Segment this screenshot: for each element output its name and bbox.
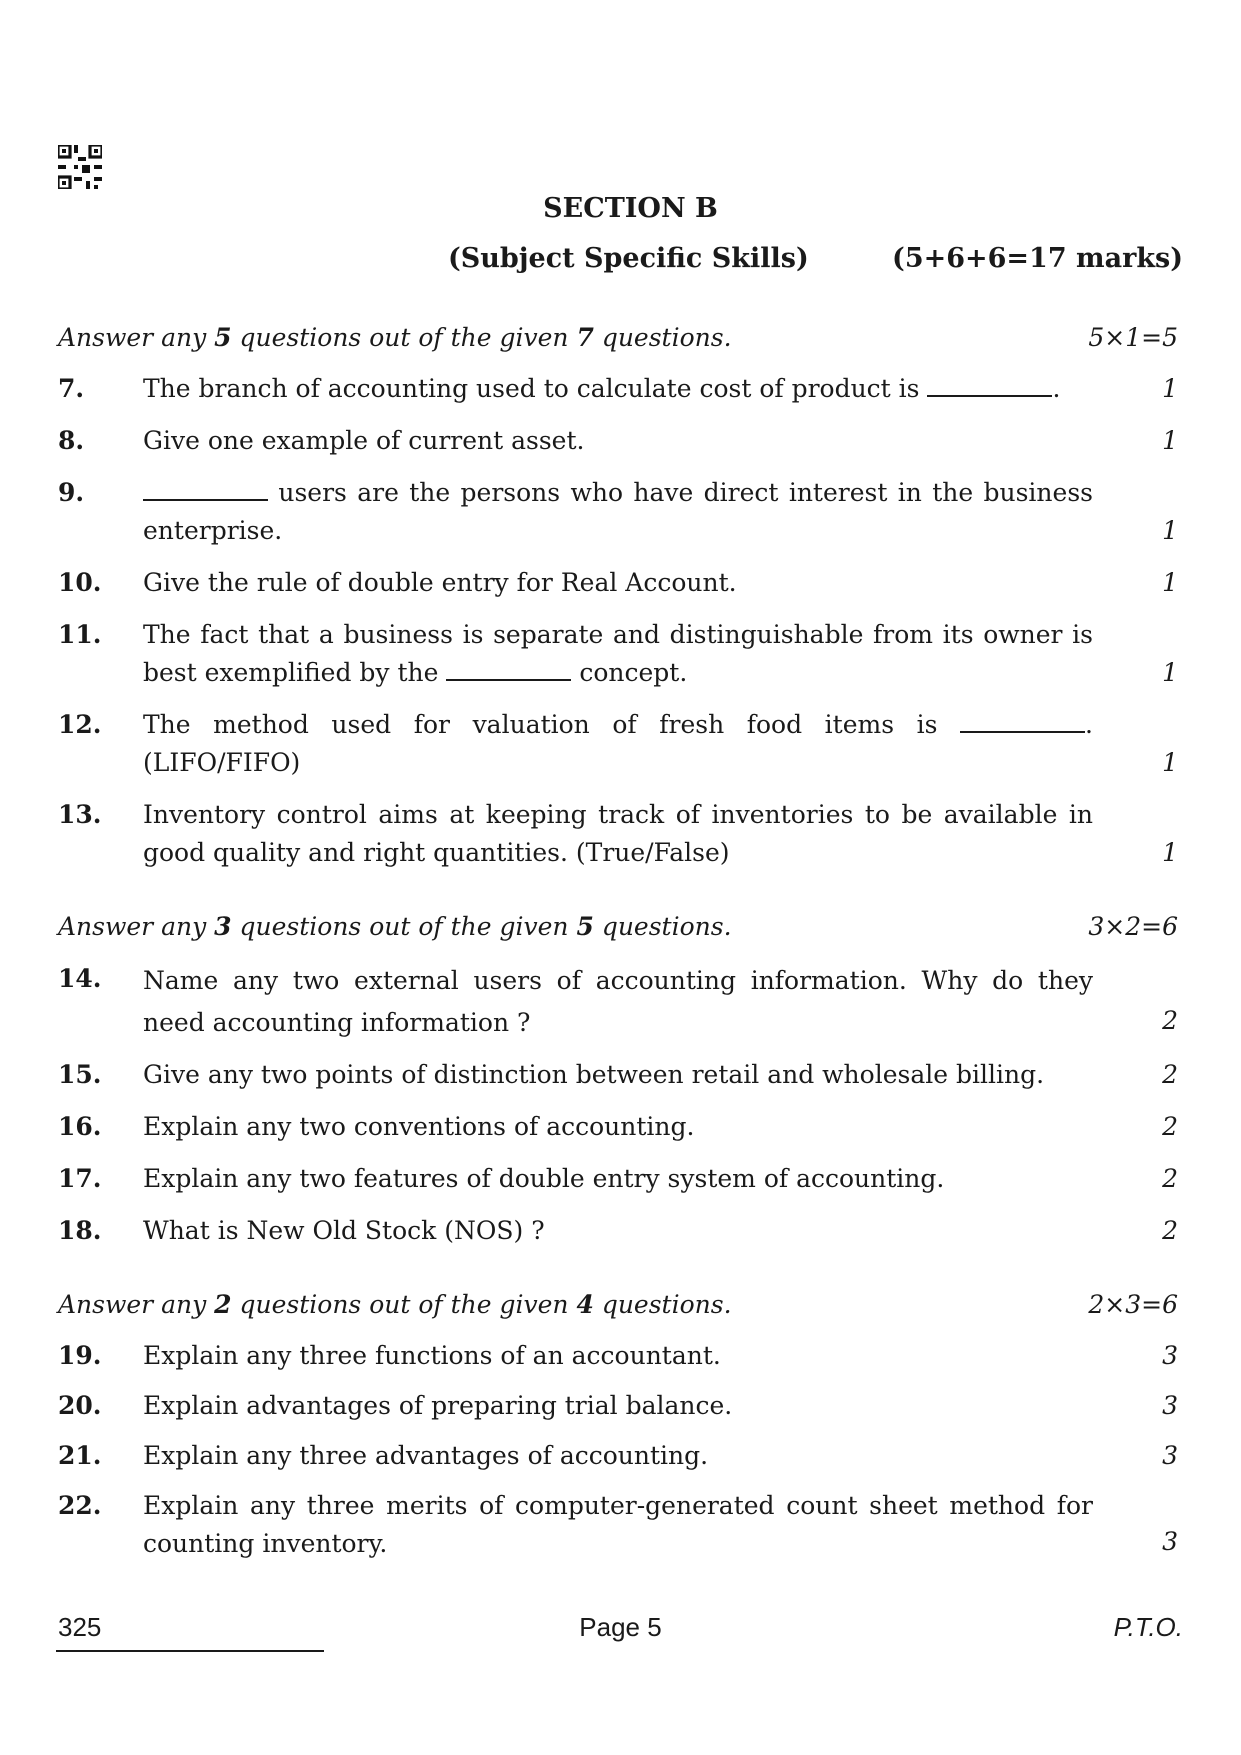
- section-subtitle: (Subject Specific Skills): [448, 243, 809, 274]
- answer-blank: [446, 655, 571, 681]
- question-marks: 3: [1162, 1527, 1178, 1556]
- question-marks: 2: [1162, 1112, 1178, 1141]
- footer-divider: [56, 1650, 324, 1652]
- group-marks: 5×1=5: [1088, 323, 1178, 352]
- question-marks: 2: [1162, 1216, 1178, 1245]
- question-text: Explain any two features of double entry system of accounting.: [143, 1164, 945, 1193]
- question-text: The branch of accounting used to calculate cost of product is .: [143, 370, 1093, 408]
- group-instruction-1: Answer any 5 questions out of the given 7 questions. 5×1=5: [58, 323, 1178, 352]
- answer-blank: [143, 475, 268, 501]
- question-marks: 1: [1162, 748, 1178, 777]
- question-marks: 1: [1162, 516, 1178, 545]
- question-number: 19.: [58, 1341, 102, 1370]
- question-text: Inventory control aims at keeping track of inventories to be available in good quality and right quantities. (True/False): [143, 800, 1093, 867]
- please-turn-over: P.T.O.: [1113, 1612, 1183, 1642]
- question-marks: 3: [1162, 1391, 1178, 1420]
- question-number: 16.: [58, 1112, 102, 1141]
- question-number: 21.: [58, 1441, 102, 1470]
- answer-blank: [927, 371, 1052, 397]
- question-text: Explain any three functions of an accountant.: [143, 1341, 721, 1370]
- question-marks: 2: [1162, 1060, 1178, 1089]
- question-number: 15.: [58, 1060, 102, 1089]
- question-number: 12.: [58, 710, 102, 739]
- paper-code: 325: [58, 1612, 102, 1642]
- question-text: users are the persons who have direct interest in the business enterprise.: [143, 474, 1093, 550]
- question-number: 22.: [58, 1491, 102, 1520]
- question-number: 13.: [58, 800, 102, 829]
- question-text: Explain any three advantages of accounting.: [143, 1441, 709, 1470]
- question-marks: 3: [1162, 1441, 1178, 1470]
- answer-blank: [960, 707, 1085, 733]
- question-number: 18.: [58, 1216, 102, 1245]
- question-text: Give any two points of distinction between retail and wholesale billing.: [143, 1060, 1045, 1089]
- question-text: Explain advantages of preparing trial balance.: [143, 1391, 733, 1420]
- question-text: Explain any two conventions of accounting.: [143, 1112, 695, 1141]
- qr-code-icon: [58, 145, 102, 189]
- page-number: Page 5: [579, 1612, 662, 1642]
- question-text: The fact that a business is separate and distinguishable from its owner is best exemplified by the concept.: [143, 620, 1093, 687]
- question-text: Give the rule of double entry for Real Account.: [143, 568, 737, 597]
- group-marks: 3×2=6: [1088, 912, 1178, 941]
- group-instruction-2: Answer any 3 questions out of the given 5 questions. 3×2=6: [58, 912, 1178, 941]
- question-number: 8.: [58, 426, 85, 455]
- question-text: Explain any three merits of computer-generated count sheet method for counting inventory.: [143, 1491, 1093, 1558]
- question-number: 10.: [58, 568, 102, 597]
- section-total-marks: (5+6+6=17 marks): [892, 243, 1183, 274]
- question-marks: 1: [1162, 568, 1178, 597]
- question-text: The method used for valuation of fresh food items is . (LIFO/FIFO): [143, 706, 1093, 782]
- question-number: 7.: [58, 374, 85, 403]
- group-marks: 2×3=6: [1088, 1290, 1178, 1319]
- question-text: Name any two external users of accounting information. Why do they need accounting information ?: [143, 966, 1093, 1037]
- question-marks: 1: [1162, 426, 1178, 455]
- question-number: 17.: [58, 1164, 102, 1193]
- question-number: 20.: [58, 1391, 102, 1420]
- question-marks: 1: [1162, 658, 1178, 687]
- question-marks: 1: [1162, 374, 1178, 403]
- question-marks: 1: [1162, 838, 1178, 867]
- question-number: 9.: [58, 478, 85, 507]
- question-text: What is New Old Stock (NOS) ?: [143, 1216, 545, 1245]
- group-instruction-3: Answer any 2 questions out of the given 4 questions. 2×3=6: [58, 1290, 1178, 1319]
- question-text: Give one example of current asset.: [143, 426, 585, 455]
- question-marks: 2: [1162, 1006, 1178, 1035]
- question-number: 14.: [58, 964, 102, 993]
- section-title: SECTION B: [543, 193, 718, 224]
- question-number: 11.: [58, 620, 102, 649]
- question-marks: 2: [1162, 1164, 1178, 1193]
- question-marks: 3: [1162, 1341, 1178, 1370]
